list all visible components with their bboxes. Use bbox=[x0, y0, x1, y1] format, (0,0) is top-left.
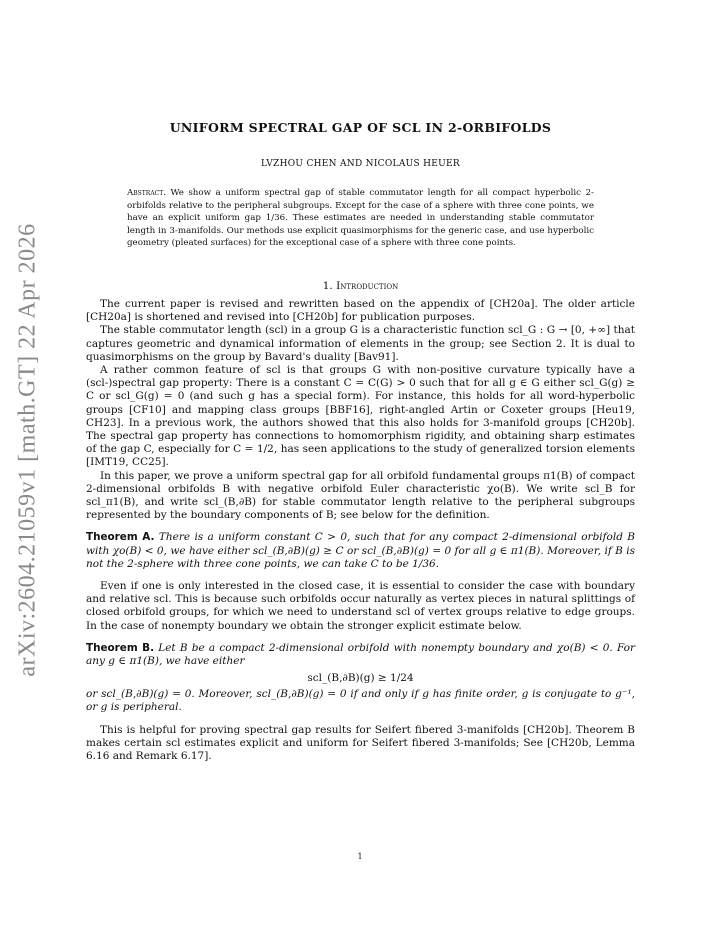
paragraph-1: The current paper is revised and rewritten based on the appendix of [CH20a]. The older article [CH20a] is shortened and revised into [CH20b] for publication purposes. bbox=[86, 297, 635, 324]
abstract-text: We show a uniform spectral gap of stable commutator length for all compact hyperbolic 2-orbifolds relative to the peripheral subgroups. Except for the case of a sphere with three cone points, we have an explicit uniform gap 1/36. These estimates are needed in understanding stable commutator length in 3-manifolds. Our methods use explicit quasimorphisms for the generic case, and use hyperbolic geometry (pleated surfaces) for the exceptional case of a sphere with three cone points. bbox=[127, 188, 594, 249]
theorem-a bbox=[86, 531, 635, 571]
paragraph-3: A rather common feature of scl is that groups G with non-positive curvature typically have a (scl-)spectral gap property: There is a constant C = C(G) > 0 such that for all g ∈ G either scl_G(g) ≥ C or scl_G(g) = 0 (and such g has a special form). For instance, this holds for all word-hyperbolic groups [CF10] and mapping class groups [BBF16], right-angled Artin or Coxeter groups [Heu19, CH23]. In a previous work, the authors showed that this also holds for 3-manifold groups [CH20b]. The spectral gap property has connections to homomorphism rigidity, and obtaining sharp estimates of the gap C, especially for C = 1/2, has seen applications to the study of generalized torsion elements [IMT19, CC25]. bbox=[86, 363, 635, 469]
theorem-b-text-after-wrap bbox=[86, 688, 635, 714]
paragraph-6: This is helpful for proving spectral gap results for Seifert fibered 3-manifolds [CH20b]. Theorem B makes certain scl estimates explicit and uniform for Seifert fibered 3-manifolds; See [CH20b, Lemma 6.16 and Remark 6.17]. bbox=[86, 723, 635, 763]
paper-authors: LVZHOU CHEN AND NICOLAUS HEUER bbox=[261, 159, 460, 169]
theorem-a-text: There is a uniform constant C > 0, such that for any compact 2-dimensional orbifold B with χo(B) < 0, we have either scl_(B,∂B)(g) ≥ C or scl_(B,∂B)(g) = 0 for all g ∈ π1(B). Moreover, if B is not the 2-sphere with three cone points, we can take C to be 1/36. bbox=[86, 531, 636, 570]
theorem-a-label: Theorem A. bbox=[86, 531, 155, 544]
arxiv-stamp bbox=[8, 223, 48, 677]
section-heading-introduction: 1. Introduction bbox=[322, 279, 399, 292]
paragraph-5: Even if one is only interested in the closed case, it is essential to consider the case with boundary and relative scl. This is because such orbifolds occur naturally as vertex pieces in natural splittings of closed orbifold groups, for which we need to understand scl of vertex groups relative to edge groups. In the case of nonempty boundary we obtain the stronger explicit estimate below. bbox=[86, 580, 635, 632]
paragraph-4: In this paper, we prove a uniform spectral gap for all orbifold fundamental groups π1(B) of compact 2-dimensional orbifolds B with negative orbifold Euler characteristic χo(B). We write scl_B for scl_π1(B), and write scl_(B,∂B) for stable commutator length relative to the peripheral subgroups represented by the boundary components of B; see below for the definition. bbox=[86, 469, 635, 522]
paper-title: UNIFORM SPECTRAL GAP OF SCL IN 2-ORBIFOLDS bbox=[169, 120, 552, 135]
abstract bbox=[127, 187, 594, 250]
page-number: 1 bbox=[357, 852, 363, 861]
theorem-b-text-after: or scl_(B,∂B)(g) = 0. Moreover, scl_(B,∂B)(g) = 0 if and only if g has finite order, g is conjugate to g⁻¹, or g is peripheral. bbox=[86, 688, 635, 714]
theorem-b bbox=[86, 642, 635, 668]
paper-page bbox=[86, 120, 635, 763]
theorem-b-label: Theorem B. bbox=[86, 641, 155, 654]
arxiv-stamp-text: arXiv:2604.21059v1 [math.GT] 22 Apr 2026 bbox=[14, 223, 41, 677]
theorem-b-display-equation: scl_(B,∂B)(g) ≥ 1/24 bbox=[307, 672, 414, 685]
paragraph-2: The stable commutator length (scl) in a group G is a characteristic function scl_G : G → [0, +∞] that captures geometric and dynamical information of elements in the group; see Section 2. It is dual to quasimorphisms on the group by Bavard's duality [Bav91]. bbox=[86, 324, 635, 363]
abstract-label: Abstract. bbox=[127, 188, 167, 198]
theorem-b-text-before: Let B be a compact 2-dimensional orbifold with nonempty boundary and χo(B) < 0. For any g ∈ π1(B), we have either bbox=[86, 641, 636, 668]
